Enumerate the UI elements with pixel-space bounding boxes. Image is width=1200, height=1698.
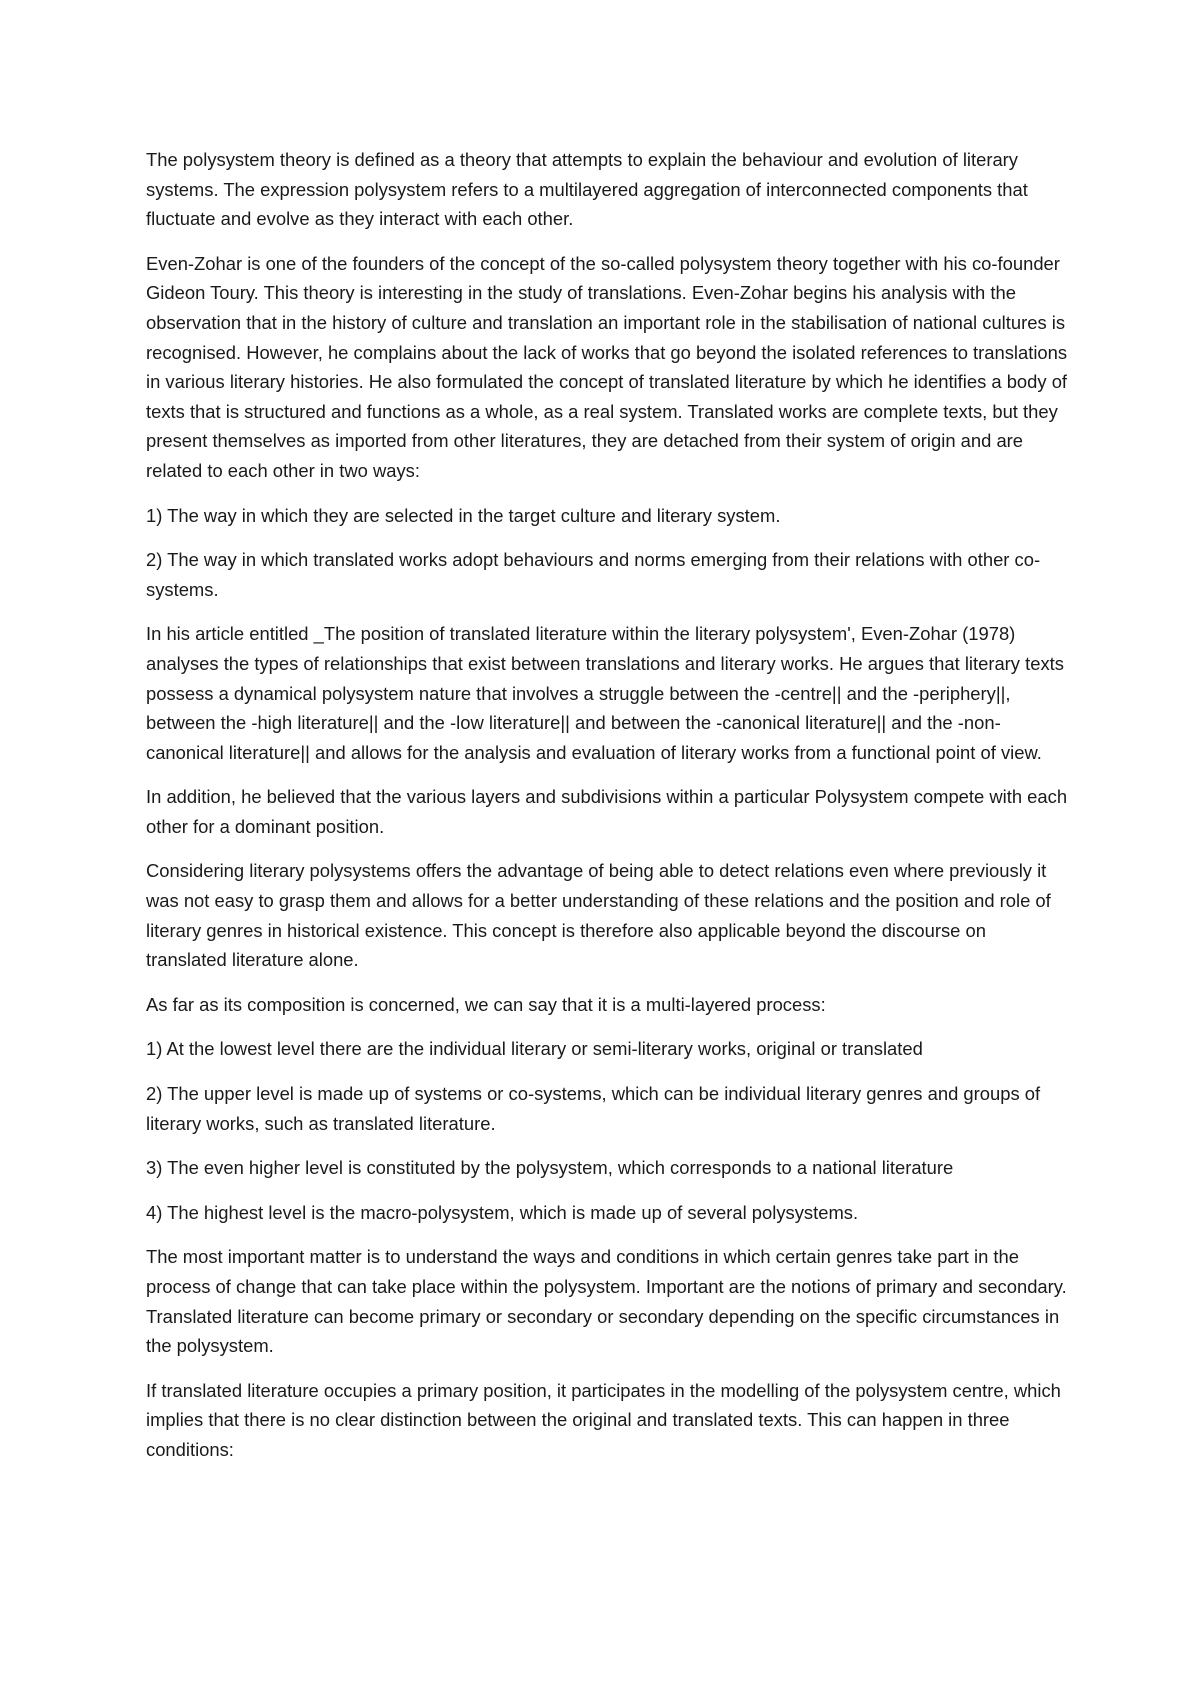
paragraph-primary-position: If translated literature occupies a primary position, it participates in the modelling of the polysystem centre, which implies that there is no clear distinction between the original and translated texts. This can happen in three conditions: — [146, 1379, 1061, 1460]
paragraph-even-zohar: Even-Zohar is one of the founders of the concept of the so-called polysystem theory together with his co-founder Gideon Toury. This theory is interesting in the study of translations. Even-Zohar begins his analysis with the observation that in the history of culture and translation an important role in the stabilisation of national cultures is recognised. However, he complains about the lack of works that go beyond the isolated references to translations in various literary histories. He also formulated the concept of translated literature by which he identifies a body of texts that is structured and functions as a whole, as a real system. Translated works are complete texts, but they present themselves as imported from other literatures, they are detached from their system of origin and are related to each other in two ways: — [146, 252, 1068, 481]
paragraph-level-2: 2) The upper level is made up of systems or co-systems, which can be individual literary genres and groups of literary works, such as translated literature. — [146, 1083, 1041, 1134]
paragraph-level-1: 1) At the lowest level there are the individual literary or semi-literary works, original or translated — [146, 1038, 923, 1060]
paragraph-level-4: 4) The highest level is the macro-polysystem, which is made up of several polysystems. — [146, 1201, 859, 1223]
paragraph-composition: As far as its composition is concerned, we can say that it is a multi-layered process: — [146, 993, 826, 1015]
paragraph-important-matter: The most important matter is to understand the ways and conditions in which certain genres take part in the process of change that can take place within the polysystem. Important are the notions of primary and secondary. Translated literature can become primary or secondary or secondary depending on the specific circumstances in the polysystem. — [146, 1246, 1067, 1357]
paragraph-intro: The polysystem theory is defined as a theory that attempts to explain the behaviour and evolution of literary systems. The expression polysystem refers to a multilayered aggregation of interconnected components that fluctuate and evolve as they interact with each other. — [146, 149, 1028, 230]
paragraph-considering: Considering literary polysystems offers the advantage of being able to detect relations even where previously it was not easy to grasp them and allows for a better understanding of these relations and the position and role of literary genres in historical existence. This concept is therefore also applicable beyond the discourse on translated literature alone. — [146, 860, 1051, 971]
paragraph-level-3: 3) The even higher level is constituted by the polysystem, which corresponds to a national literature — [146, 1157, 954, 1179]
paragraph-way-1: 1) The way in which they are selected in the target culture and literary system. — [146, 504, 781, 526]
paragraph-addition: In addition, he believed that the various layers and subdivisions within a particular Polysystem compete with each other for a dominant position. — [146, 786, 1068, 837]
document-body — [146, 145, 1071, 1480]
paragraph-article: In his article entitled _The position of translated literature within the literary polysystem', Even-Zohar (1978) analyses the types of relationships that exist between translations and literary works. He argues that literary texts possess a dynamical polysystem nature that involves a struggle between the -centre|| and the -periphery||, between the -high literature|| and the -low literature|| and between the -canonical literature|| and the -non-canonical literature|| and allows for the analysis and evaluation of literary works from a functional point of view. — [146, 623, 1064, 763]
paragraph-way-2: 2) The way in which translated works adopt behaviours and norms emerging from their relations with other co-systems. — [146, 549, 1041, 600]
